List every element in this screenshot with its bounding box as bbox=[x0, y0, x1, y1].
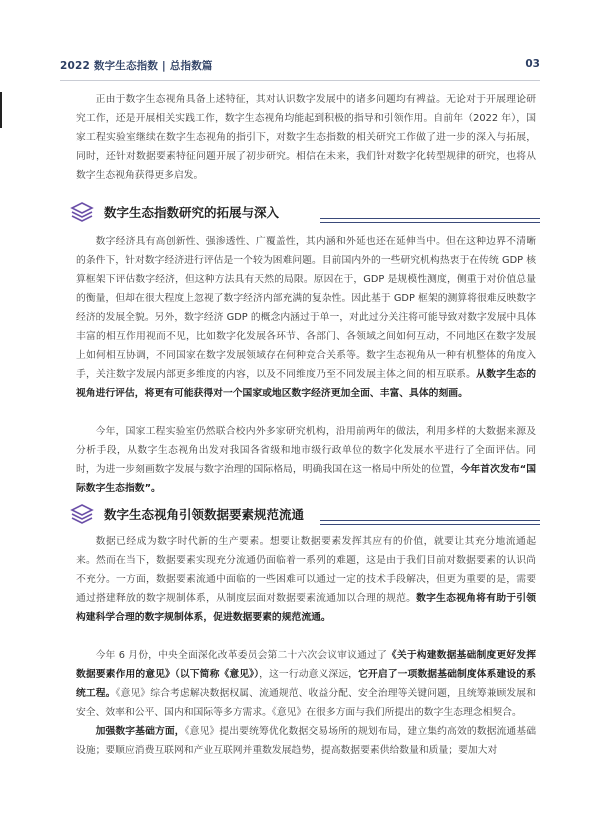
section-1-p2-text: 今年，国家工程实验室仍然联合校内外多家研究机构，沿用前两年的做法，利用多样的大数据来源及分析手段，从数字生态视角出发对我国各省级和地市级行政单位的数字化发展水平进行了全面评估。同时，为进一步刻画数字发展与数字治理的国际格局，明确我国在这一格局中所处的位置， bbox=[76, 426, 536, 475]
section-2-p3-text: 《意见》提出要统筹优化数据交易场所的规划布局，建立集约高效的数据流通基础设施；要顺应消费互联网和产业互联网并重数发展趋势，提高数据要素供给数量和质量；要加大对 bbox=[76, 726, 537, 756]
section-2-p2-text-c: 《意见》综合考虑解决数据权属、流通规范、收益分配、安全治理等关键问题，且统筹兼顾发展和安全、效率和公平、国内和国际等多方需求。《意见》在很多方面与我们所提出的数字生态理念相契合。 bbox=[76, 688, 536, 718]
section-2-heading bbox=[70, 500, 540, 530]
section-1-paragraph-2 bbox=[76, 422, 536, 498]
header-divider bbox=[60, 80, 540, 81]
page-number: 03 bbox=[525, 58, 540, 70]
section-1-body bbox=[76, 232, 536, 498]
header-title: 2022 数字生态指数 | 总指数篇 bbox=[60, 60, 213, 72]
layers-icon bbox=[70, 502, 94, 526]
section-2-paragraph-1 bbox=[76, 532, 536, 627]
section-1-title: 数字生态指数研究的拓展与深入 bbox=[104, 205, 280, 220]
section-2-p2-text-b: ，这一行动意义深远， bbox=[259, 669, 359, 680]
margin-accent-bar bbox=[0, 92, 2, 128]
intro-section bbox=[76, 90, 536, 185]
layers-icon bbox=[70, 200, 94, 224]
intro-paragraph: 正由于数字生态视角具备上述特征，其对认识数字发展中的诸多问题均有裨益。无论对于开展理论研究工作，还是开展相关实践工作，数字生态视角均能起到积极的指导和引领作用。自前年（2022 年），国家工程实验室继续在数字生态视角的指引下，对数字生态指数的相关研究工作做了进一步的深入与拓展，同时，还针对数据要素特征问题开展了初步研究。相信在未来，我们针对数字化转型规律的研究，也将从数字生态视角获得更多启发。 bbox=[76, 94, 536, 181]
page-header bbox=[60, 58, 540, 78]
section-2-p2-text-a: 今年 6 月份，中央全面深化改革委员会第二十六次会议审议通过了 bbox=[95, 650, 387, 661]
section-1-rule-2 bbox=[320, 222, 540, 223]
section-1-p1-text: 数字经济具有高创新性、强渗透性、广覆盖性，其内涵和外延也还在延伸当中。但在这种边界不清晰的条件下，针对数字经济进行评估是一个较为困难问题。目前国内外的一些研究机构热衷于在传统 GDP 核算框架下评估数字经济，但这种方法具有天然的局限。原因在于，GDP 是规模性测度，侧重于对价值总量的衡量，但却在很大程度上忽视了数字经济内部充满的复杂性。因此基于 GDP 框架的测算将很难反映数字经济的发展全貌。另外，数字经济 GDP 的概念内涵过于单一，对此过分关注将可能导致对数字发展中具体丰富的相互作用视而不见，比如数字化发展各环节、各部门、各领域之间如何互动，不同地区在数字发展上如何相互协调，不同国家在数字发展领域存在何种竞合关系等。数字生态视角从一种有机整体的角度入手，关注数字发展内部更多维度的内容，以及不同维度乃至不同发展主体之间的相互联系。 bbox=[76, 236, 536, 380]
section-2-rule bbox=[320, 520, 540, 521]
section-2-p3-emphasis: 加强数字基础方面， bbox=[95, 726, 185, 737]
section-1-heading bbox=[70, 198, 540, 228]
section-2-p1-text: 数据已经成为数字时代新的生产要素。想要让数据要素发挥其应有的价值，就要让其充分地流通起来。然而在当下，数据要素实现充分流通仍面临着一系列的难题，这是由于我们目前对数据要素的认识尚不充分。一方面，数据要素流通中面临的一些困难可以通过一定的技术手段解决，但更为重要的是，需要通过搭建释放的数字规制体系，从制度层面对数据要素流通加以合理的规范。 bbox=[76, 536, 536, 604]
section-1-p1-emphasis: 从数字生态的视角进行评估，将更有可能获得对一个国家或地区数字经济更加全面、丰富、具体的刻画。 bbox=[76, 369, 537, 399]
section-2-p1-emphasis: 数字生态视角将有助于引领构建科学合理的数字规制体系，促进数据要素的规范流通。 bbox=[76, 593, 537, 623]
section-2-paragraph-3 bbox=[76, 722, 536, 760]
section-1-p2-emphasis: 今年首次发布“国际数字生态指数”。 bbox=[76, 464, 536, 494]
section-1-paragraph-1 bbox=[76, 232, 536, 403]
section-1-rule bbox=[320, 218, 540, 219]
section-2-title: 数字生态视角引领数据要素规范流通 bbox=[104, 507, 305, 522]
section-2-p2-emphasis-1: 《关于构建数据基础制度更好发挥数据要素作用的意见》（以下简称《意见》） bbox=[76, 650, 536, 680]
section-2-p2-emphasis-2: 它开启了一项数据基础制度体系建设的系统工程。 bbox=[76, 669, 537, 699]
section-2-rule-2 bbox=[320, 524, 540, 525]
section-2-body bbox=[76, 532, 536, 760]
section-2-paragraph-2 bbox=[76, 646, 536, 722]
